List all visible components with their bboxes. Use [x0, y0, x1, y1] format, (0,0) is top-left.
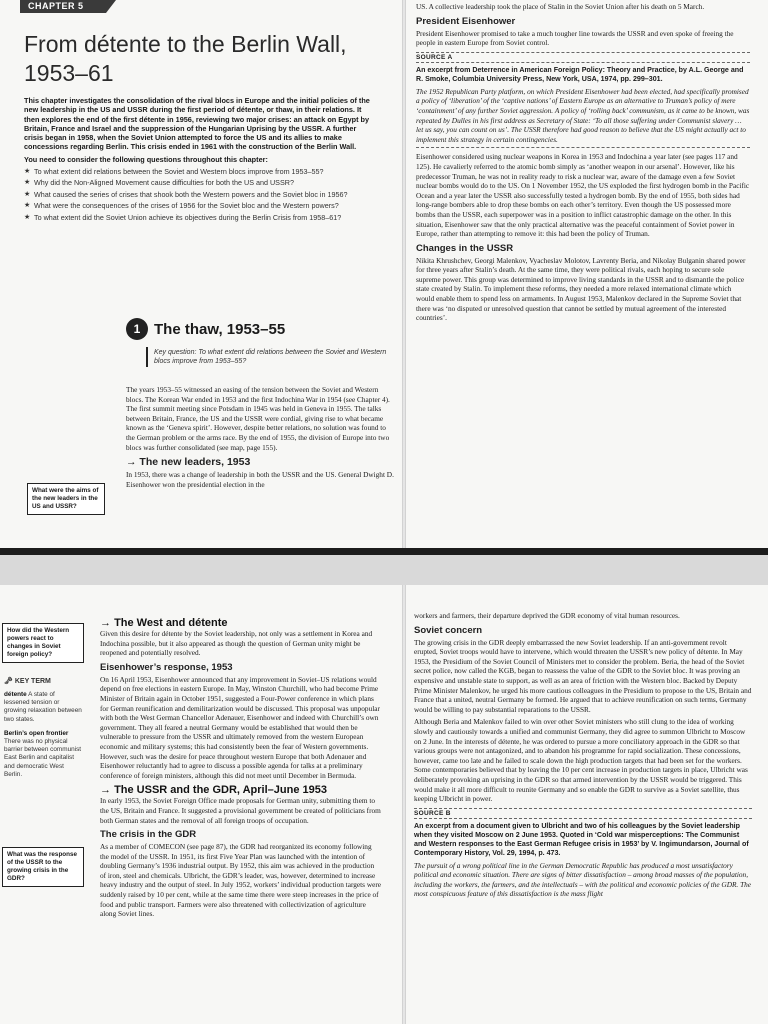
continued-text: workers and farmers, their departure deprived the GDR economy of vital human resources.	[414, 611, 680, 620]
arrow-icon: →	[126, 456, 140, 469]
key-term-entry: détente A state of lessened tension or growing relaxation between two states.	[4, 691, 82, 723]
west-detente-heading: → The West and détente	[100, 617, 228, 629]
page-gutter	[402, 585, 406, 1024]
page-gutter	[402, 0, 406, 555]
key-term-panel	[4, 677, 82, 779]
bottom-left-column	[100, 617, 382, 922]
question-item: ★ Why did the Non-Aligned Movement cause difficulties for both the US and USSR?	[24, 178, 374, 187]
soviet-concern-heading: Soviet concern	[414, 624, 483, 636]
question-item: ★ What were the consequences of the crises of 1956 for the Soviet bloc and the Western powers?	[24, 201, 374, 210]
crisis-paragraph: As a member of COMECON (see page 87), the GDR had reorganized its economy following the model of the USSR. In 1951, its first Five Year Plan was launched with the intention of doubling Germany’s 1936 industrial output. By 1952, this aim was achieved in the production of iron, steel and chemicals. Ulbricht, the GDR’s leader, was, however, determined to increase heavy industry and the output of steel. In July 1952, workers’ individual production targets were suddenly raised by 10 per cent, while at the same time there were steep increases in the price of food and public transport. Farmers were also threatened with collectivization of agriculture along Soviet lines.	[100, 842, 382, 919]
response-paragraph: On 16 April 1953, Eisenhower announced that any improvement in Soviet–US relations would depend on free elections in eastern Europe. In May, Winston Churchill, who had become Prime Minister of Britain again in October 1951, suggested a Four-Power conference in which plans for German reunification and demilitarization would be discussed. This proposal was unpopular with both the West German Chancellor Adenauer, Eisenhower and indeed with Churchill’s own government. They all feared a neutral Germany would be established that would then be vulnerable to pressure from the USSR and ultimately removed from the western European economic and military systems; this had consistently been the fear of Western governments. However, such was the desire for peace throughout western Europe that both Adenauer and Eisenhower reluctantly had to agree to discuss a possible agenda for talks at a preliminary conference of foreign ministers, although this did not meet until December in Bermuda.	[100, 674, 380, 780]
new-leaders-heading: → The new leaders, 1953	[126, 456, 251, 469]
source-a-text: The 1952 Republican Party platform, on which President Eisenhower had been elected, had specifically promised a policy of ‘liberation’ of the ‘captive nations’ of Eastern Europe as an alternative to Truman’s policy of mere ‘containment’ of any further Soviet aggression. A policy of ‘rolling back’ communism, as it came to be known, was repeated by Dulles in his first address as Secretary of State: ‘To all those suffering under Communist slavery … let us say, you can count on us’. The USSR therefore had good reason to believe that the US might actually act to implement this strategy in certain contingencies.	[416, 86, 750, 144]
western-reaction-box: How did the Western powers react to changes in Soviet foreign policy?	[2, 623, 84, 663]
key-icon: 🗝	[4, 678, 15, 685]
changes-heading: Changes in the USSR	[416, 242, 514, 254]
ussr-paragraph: In early 1953, the Soviet Foreign Office made proposals for German unity, submitting them to the US, Britain and France. It suggested a provisional government be created of politicians from both German states and the removal of all foreign troops of occupation.	[100, 796, 381, 825]
thaw-column	[126, 385, 394, 492]
question-item: ★ To what extent did relations between the Soviet and Western blocs improve from 1953–55?	[24, 167, 374, 176]
question-item: ★ What caused the series of crises that shook both the Western powers and the Soviet bloc in 1956?	[24, 190, 374, 199]
source-a-label: SOURCE A	[416, 52, 750, 63]
arrow-icon: →	[100, 784, 115, 797]
west-paragraph: Given this desire for détente by the Soviet leadership, not only was a settlement in Korea and Indochina possible, but it also appeared as though the question of German unity might be reopened and potentially resolved.	[100, 629, 373, 658]
chapter-title: From détente to the Berlin Wall, 1953–61	[24, 31, 347, 86]
source-a-citation: An excerpt from Deterrence in American Foreign Policy: Theory and Practice, by A.L. George and R. Smoke, Columbia University Press, New York, USA, 1974, pp. 299–301.	[416, 65, 744, 83]
source-b-label: SOURCE B	[414, 808, 752, 819]
bottom-right-column	[414, 611, 752, 902]
question-item: ★ To what extent did the Soviet Union achieve its objectives during the Berlin Crisis from 1958–61?	[24, 213, 374, 222]
source-b-citation: An excerpt from a document given to Ulbricht and two of his colleagues by the Soviet leadership when they visited Moscow on 2 June 1953. Quoted in ‘Cold war misperceptions: The Communist and Western responses to the East German Refugee crisis in 1953’ by V. Ingimundarson, Journal of Contemporary History, Vol. 29, 1994, p. 473.	[414, 821, 749, 857]
changes-paragraph: Nikita Khrushchev, Georgi Malenkov, Vyacheslav Molotov, Lavrenty Beria, and Nikolay Bulganin shared power for three years after Stalin’s death. At the same time, they were political rivals, each hoping to secure sole supreme power. This group was determined to improve living standards in the USSR and to dismantle the police state created by Stalin. To implement these reforms, they needed a more relaxed international climate which would enable them to spend less on armaments. In August 1953, Malenkov declared in the Supreme Soviet that there was ‘no disputed or unresolved question that cannot be settled by mutual agreement of the interested countries’.	[416, 255, 746, 323]
crisis-heading: The crisis in the GDR	[100, 829, 197, 841]
nuclear-paragraph: Eisenhower considered using nuclear weapons in Korea in 1953 and Indochina a year later (see pages 117 and 125). He cavalierly referred to the atomic bomb simply as ‘another weapon in our arsenal’. However, like his predecessor Truman, he was not in reality ready to risk a nuclear war, aware of the damage even a few Soviet nuclear bombs would do to the US. On 1 November 1952, the US exploded the first hydrogen bomb in the Pacific Ocean and a year later the USSR also successfully tested a hydrogen bomb. By the end of 1955, both sides had long-range bombers able to drop these bombs on each other’s territory. Even though the US possessed more bombs than the USSR, each superpower was in a position to inflict catastrophic damage on the other. In this situation, Eisenhower saw that the only practical alternative was the peaceful containment of Soviet power in Europe, rather than attempting to remove it: this had been the policy of Truman.	[416, 152, 750, 239]
key-term-label: KEY TERM	[14, 678, 51, 685]
eisenhower-heading: President Eisenhower	[416, 15, 516, 27]
response-heading: Eisenhower’s response, 1953	[100, 661, 233, 673]
ussr-gdr-heading: → The USSR and the GDR, April–June 1953	[100, 784, 327, 797]
eisenhower-paragraph: President Eisenhower promised to take a much tougher line towards the USSR and even spoke of freeing the people in eastern Europe from Soviet control.	[416, 28, 734, 48]
intro-paragraph: This chapter investigates the consolidation of the rival blocs in Europe and the initial policies of the new leadership in the US and USSR during the first period of détente, or thaw, in their relations. It then explores the end of the first détente in 1956, reviewing two major crises: an attack on Egypt by Britain, France and Israel and the suppression of the Hungarian Uprising by the USSR. A further crisis began in 1958, when the Soviet Union attempted to force the US and its allies to make concessions regarding Berlin. This crisis ended in 1961 with the construction of the Berlin Wall.	[24, 96, 370, 152]
arrow-icon: →	[100, 617, 115, 629]
bottom-page	[0, 585, 768, 1024]
chapter-tab: CHAPTER 5	[20, 0, 106, 13]
beria-paragraph: Although Beria and Malenkov failed to win over other Soviet ministers who still clung to the idea of working slowly and cautiously towards a unified and communist Germany, they did agree to summon Ulbricht to Moscow on 2 June. In the interests of détente, he was ordered to pursue a more conciliatory approach in the GDR so that various groups were not antagonized, and to abandon his programme for rapid socialization. These concessions, however, came too late and he failed to scale down the high production targets that had been set for the workers. Some contemporaries believed that by leaving the 10 per cent increase in production targets in place, Ulbricht was deliberately provoking an uprising in the GDR so that armed intervention by the USSR would be triggered. This would make it all more difficult to reunite Germany and so enable the GDR to survive as a Soviet satellite, thus keeping Ulbricht in power.	[414, 717, 748, 804]
thaw-section-heading	[126, 318, 285, 340]
thaw-paragraph: The years 1953–55 witnessed an easing of the tension between the Soviet and Western blocs. The Korean War ended in 1953 and the first Indochina War in 1954 (see Chapter 4). The first summit meeting since Potsdam in 1945 was held in Geneva in 1955. The talks between Britain, France, the US and the USSR were cordial, giving rise to what became known as the ‘Geneva spirit’. However, despite better relations, no solution was found to the German problem or the arms race. By the end of 1955, the division of Europe into two blocs was further consolidated (see map, page 155).	[126, 385, 390, 452]
source-b-text: The pursuit of a wrong political line in the German Democratic Republic has produced a most unsatisfactory political and economic situation. There are signs of bitter dissatisfaction – among broad masses of the population, including the workers, the farmers, and the intellectuals – with the political and economic policies of the GDR. The most conspicuous feature of this dissatisfaction is the mass flight	[414, 860, 752, 899]
ussr-response-box: What was the response of the USSR to the growing crisis in the GDR?	[2, 847, 84, 887]
questions-intro: You need to consider the following questions throughout this chapter:	[24, 154, 268, 164]
new-leaders-paragraph: In 1953, there was a change of leadership in both the USSR and the US. General Dwight D. Eisenhower won the presidential election in the	[126, 470, 394, 489]
intro-column	[24, 96, 374, 224]
top-right-column	[416, 2, 750, 326]
thaw-heading: The thaw, 1953–55	[154, 320, 286, 338]
key-question: Key question: To what extent did relations between the Soviet and Western blocs improve from 1953–55?	[146, 347, 394, 367]
aims-question-box: What were the aims of the new leaders in the US and USSR?	[27, 483, 105, 515]
page-edge-shadow	[0, 548, 768, 555]
section-number: 1	[126, 318, 148, 340]
divider	[416, 147, 750, 148]
question-list	[24, 167, 374, 222]
concern-paragraph: The growing crisis in the GDR deeply embarrassed the new Soviet leadership. If an anti-government revolt erupted, Soviet troops would have to intervene, which would threaten the USSR’s new policy of détente. In May 1953, the Presidium of the Soviet Council of Ministers met to consider the problem. Beria, the head of the Soviet secret police, now called the KGB, began to reassess the value of the GDR to the Soviet bloc. It was proving an expensive and unstable state to support, as well as an area of friction with the Western bloc. Backed by Deputy Prime Minister Malenkov, he urged his more cautious colleagues in the Presidium to propose to the US, Britain and France that a united, neutral Germany be formed. He argued that to achieve reunification on such terms, Germany would be willing to pay substantial reparations to the USSR.	[414, 637, 752, 714]
key-term-entry: Berlin’s open frontier There was no physical barrier between communist East Berlin and capitalist and democratic West Berlin.	[4, 729, 82, 778]
continued-text: US. A collective leadership took the place of Stalin in the Soviet Union after his death on 5 March.	[416, 2, 705, 11]
